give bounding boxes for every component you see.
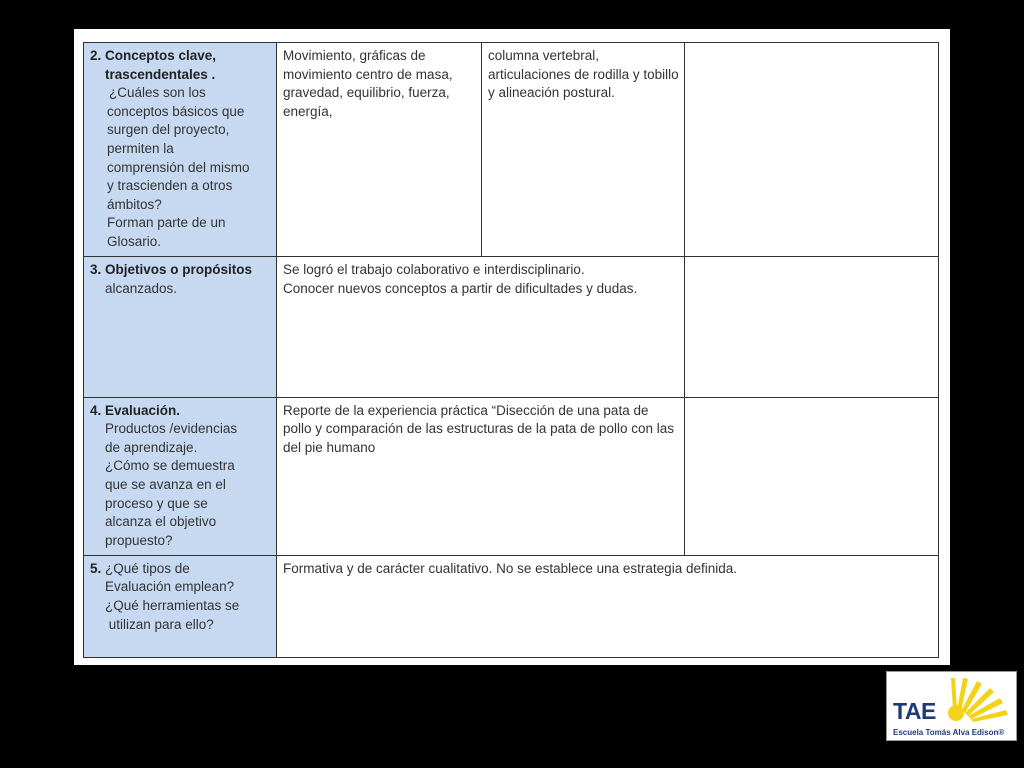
logo-subtitle: Escuela Tomás Alva Edison® xyxy=(893,728,1005,737)
cell-conceptos-col4 xyxy=(685,43,939,257)
row-label-line: Glosario. xyxy=(107,233,162,249)
row-label-line: comprensión del mismo xyxy=(107,159,250,175)
cell-objetivos-content xyxy=(277,257,685,397)
row-label-number: 4. xyxy=(90,402,106,418)
row-label-line: que se avanza en el xyxy=(105,476,226,492)
row-label-number: 2. xyxy=(90,48,106,63)
cell-text: Se logró el trabajo colaborativo e interdisciplinario. xyxy=(283,262,585,278)
row-label-line: alcanzados. xyxy=(105,280,178,296)
row-label-line: ámbitos? xyxy=(107,196,162,212)
table-row xyxy=(84,555,939,657)
row-label-line: y trascienden a otros xyxy=(107,178,233,194)
row-label-conceptos xyxy=(84,43,277,257)
row-label-objetivos xyxy=(84,257,277,397)
cell-objetivos-col4 xyxy=(685,257,939,397)
cell-conceptos-col2 xyxy=(277,43,482,257)
row-label-title-2: trascendentales . xyxy=(105,66,216,82)
cell-conceptos-col3 xyxy=(482,43,685,257)
cell-text: Conocer nuevos conceptos a partir de dificultades y dudas. xyxy=(283,280,638,296)
row-label-line: permiten la xyxy=(107,140,174,156)
row-label-line: Evaluación emplean? xyxy=(105,579,235,595)
row-label-line: Forman parte de un xyxy=(107,215,226,231)
cell-evaluacion-content xyxy=(277,397,685,555)
table-row xyxy=(84,257,939,397)
row-label-line: conceptos básicos que xyxy=(107,103,245,119)
cell-tipos-content xyxy=(277,555,939,657)
row-label-evaluacion xyxy=(84,397,277,555)
cell-text: Reporte de la experiencia práctica “Disección de una pata de pollo y comparación de las estructuras de la pata de pollo con las del pie humano xyxy=(283,402,674,455)
row-label-line: utilizan para ello? xyxy=(105,616,214,632)
row-label-number: 3. xyxy=(90,262,106,278)
cell-evaluacion-col4 xyxy=(685,397,939,555)
row-label-line: ¿Qué herramientas se xyxy=(105,598,240,613)
row-label-number: 5. xyxy=(90,560,106,576)
table-row xyxy=(84,43,939,257)
slide xyxy=(74,29,950,665)
row-label-line: surgen del proyecto, xyxy=(107,122,230,138)
row-label-title: ¿Qué tipos de xyxy=(105,560,190,576)
cell-text: columna vertebral, articulaciones de rodilla y tobillo y alineación postural. xyxy=(488,48,679,101)
row-label-line: de aprendizaje. xyxy=(105,439,198,455)
row-label-title: Conceptos clave, xyxy=(105,48,217,63)
evaluation-table xyxy=(83,42,939,658)
row-label-line: Productos /evidencias xyxy=(105,421,238,437)
row-label-line: ¿Cómo se demuestra xyxy=(105,458,235,474)
row-label-line: ¿Cuáles son los xyxy=(109,85,206,101)
cell-text: Formativa y de carácter cualitativo. No se establece una estrategia definida. xyxy=(283,560,737,576)
school-logo xyxy=(886,671,1017,741)
row-label-line: alcanza el objetivo xyxy=(105,514,217,530)
logo-title: TAE xyxy=(893,698,936,724)
row-label-title: Objetivos o propósitos xyxy=(105,262,253,278)
row-label-tipos xyxy=(84,555,277,657)
row-label-line: propuesto? xyxy=(105,532,173,548)
table-row xyxy=(84,397,939,555)
cell-text: Movimiento, gráficas de movimiento centro de masa, gravedad, equilibrio, fuerza, energía, xyxy=(283,48,453,119)
row-label-title: Evaluación. xyxy=(105,402,181,418)
row-label-line: proceso y que se xyxy=(105,495,208,511)
